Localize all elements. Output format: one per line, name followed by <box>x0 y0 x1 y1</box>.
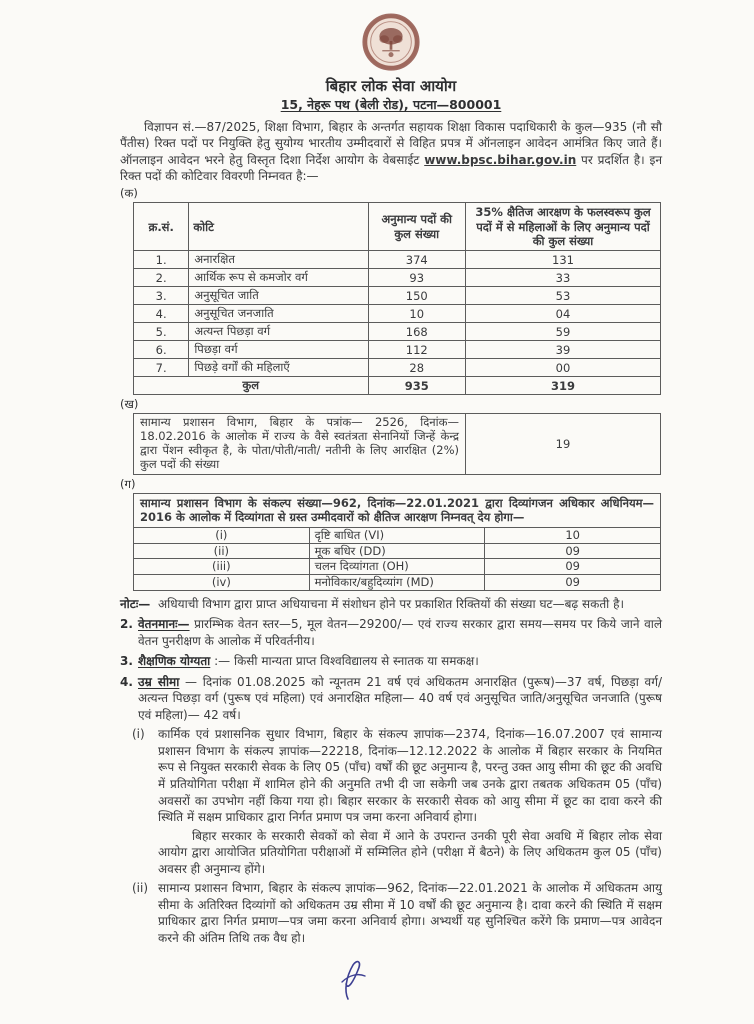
table-row <box>134 559 661 575</box>
document-header <box>120 12 662 113</box>
signature-mark <box>332 957 376 1003</box>
header-total-posts: अनुमान्य पदों की कुल संख्या <box>368 203 465 251</box>
cell-category: आर्थिक रूप से कमजोर वर्ग <box>189 269 368 287</box>
item-body <box>138 653 662 670</box>
item-body <box>138 674 662 724</box>
table-row <box>134 359 661 377</box>
bpsc-website-link[interactable]: www.bpsc.bihar.gov.in <box>424 152 577 167</box>
cell-disability-type: चलन दिव्यांगता (OH) <box>309 559 485 575</box>
cell-women: 00 <box>465 359 660 377</box>
pay-scale-label: वेतनमानः— <box>138 617 190 632</box>
freedom-fighter-description: सामान्य प्रशासन विभाग, बिहार के पत्रांक— 2526, दिनांक— 18.02.2016 के आलोक में राज्य के वैसे स्वतंत्रता सेनानियों जिन्हें केन्द्र द्वारा पेंशन स्वीकृत है, के पोता/पोती/नाती/ नतीनी के लिए आरक्षित (2%) कुल पदों की संख्या <box>134 414 466 474</box>
table-row <box>134 305 661 323</box>
age-relaxation-govt-servant <box>120 726 662 877</box>
bpsc-seal-icon <box>360 12 422 74</box>
sub-item-marker: (i) <box>132 727 145 742</box>
advertisement-paragraph <box>120 119 662 184</box>
intro-text-after: पर प्रदर्शित है। इन रिक्त पदों की कोटिवार विवरणी निम्नवत है:— <box>120 152 662 183</box>
note-label: नोटः— <box>120 596 151 611</box>
cell-posts: 28 <box>368 359 465 377</box>
cell-category: पिछड़े वर्गों की महिलाएँ <box>189 359 368 377</box>
item-number: 4. <box>120 674 133 689</box>
org-name: बिहार लोक सेवा आयोग <box>325 77 457 95</box>
cell-women: 04 <box>465 305 660 323</box>
item-body <box>138 616 662 649</box>
cell-marker: (ii) <box>134 543 310 559</box>
cell-serial: 4. <box>134 305 189 323</box>
cell-posts: 374 <box>368 251 465 269</box>
sub-i-continuation: बिहार सरकार के सरकारी सेवकों को सेवा में आने के उपरान्त उनकी पूरी सेवा अवधि में बिहार लोक सेवा आयोग द्वारा आयोजित प्रतियोगिता परीक्षाओं में सम्मिलित होने (परीक्षा में बैठने) के लिए अधिकतम कुल 05 (पाँच) अवसर ही अनुमान्य होंगे। <box>158 828 662 876</box>
pay-scale-text: प्रारम्भिक वेतन स्तर—5, मूल वेतन—29200/— एवं राज्य सरकार द्वारा समय—समय पर किये जाने वाले वेतन पुनरीक्षण के आलोक में परिवर्तनीय। <box>138 617 662 648</box>
age-relaxation-disabled <box>120 880 662 946</box>
header-category: कोटि <box>189 203 368 251</box>
vacancy-table <box>133 202 661 395</box>
sub-ii-text: सामान्य प्रशासन विभाग, बिहार के संकल्प ज्ञापांक—962, दिनांक—22.01.2021 के आलोक में अधिकतम आयु सीमा के अतिरिक्त दिव्यांगों को अधिकतम उम्र सीमा में 10 वर्षों की छूट अनुमान्य है। दावा करने की स्थिति में सक्षम प्राधिकार द्वारा निर्गत प्रमाण—पत्र जमा करना अनिवार्य होगा। अभ्यर्थी यह सुनिश्चित करेंगे कि प्रमाण—पत्र आवेदन करने की अंतिम तिथि तक वैध हो। <box>158 881 662 945</box>
cell-women: 131 <box>465 251 660 269</box>
disability-reservation-table <box>133 493 661 591</box>
cell-serial: 7. <box>134 359 189 377</box>
cell-serial: 1. <box>134 251 189 269</box>
table-row <box>134 269 661 287</box>
cell-posts: 112 <box>368 341 465 359</box>
header-women-posts: 35% क्षैतिज आरक्षण के फलस्वरूप कुल पदों में से महिलाओं के लिए अनुमान्य पदों की कुल संख्या <box>465 203 660 251</box>
pay-scale-item <box>120 616 662 649</box>
table-row <box>134 414 661 474</box>
sub-item-marker: (ii) <box>132 881 149 896</box>
table-row <box>134 574 661 590</box>
cell-posts: 93 <box>368 269 465 287</box>
cell-disability-type: मनोविकार/बहुदिव्यांग (MD) <box>309 574 485 590</box>
section-b-label: (ख) <box>120 397 139 412</box>
freedom-fighter-count: 19 <box>466 414 661 474</box>
cell-percentage: 09 <box>485 543 661 559</box>
cell-category: अनुसूचित जाति <box>189 287 368 305</box>
age-limit-label: उम्र सीमा <box>138 674 180 689</box>
vacancy-table-header-row <box>134 203 661 251</box>
cell-posts: 150 <box>368 287 465 305</box>
table-row <box>134 323 661 341</box>
table-row <box>134 528 661 544</box>
table-row <box>134 251 661 269</box>
cell-disability-type: मूक बधिर (DD) <box>309 543 485 559</box>
cell-percentage: 09 <box>485 559 661 575</box>
section-c-label: (ग) <box>120 476 136 491</box>
disability-table-intro: सामान्य प्रशासन विभाग के संकल्प संख्या—962, दिनांक—22.01.2021 द्वारा दिव्यांगजन अधिकार अधिनियम— 2016 के आलोक में दिव्यांगता से ग्रस्त उम्मीदवारों को क्षैतिज आरक्षण निम्नवत् देय होगा— <box>134 493 661 527</box>
item-number: 3. <box>120 654 133 669</box>
total-posts: 935 <box>368 377 465 395</box>
cell-percentage: 10 <box>485 528 661 544</box>
cell-posts: 168 <box>368 323 465 341</box>
cell-serial: 2. <box>134 269 189 287</box>
note-text: अधियाची विभाग द्वारा प्राप्त अधियाचना में संशोधन होने पर प्रकाशित रिक्तियों की संख्या घट—बढ़ सकती है। <box>158 596 625 611</box>
note <box>120 596 662 613</box>
header-serial: क्र.सं. <box>134 203 189 251</box>
cell-posts: 10 <box>368 305 465 323</box>
total-row <box>134 377 661 395</box>
cell-women: 39 <box>465 341 660 359</box>
cell-marker: (iv) <box>134 574 310 590</box>
qualification-item <box>120 653 662 670</box>
cell-serial: 5. <box>134 323 189 341</box>
cell-category: पिछड़ा वर्ग <box>189 341 368 359</box>
freedom-fighter-table <box>133 413 661 474</box>
table-row <box>134 543 661 559</box>
qualification-text: :— किसी मान्यता प्राप्त विश्वविद्यालय से स्नातक या समकक्ष। <box>210 654 479 669</box>
item-number: 2. <box>120 617 133 632</box>
section-a-label: (क) <box>120 186 138 201</box>
intro-text-before: विज्ञापन सं.—87/2025, शिक्षा विभाग, बिहार के अन्तर्गत सहायक शिक्षा विकास पदाधिकारी के कुल—935 (नौ सौ पैंतीस) रिक्त पदों पर नियुक्ति हेतु सुयोग्य भारतीय उम्मीदवारों से विहित प्रपत्र में ऑनलाइन आवेदन आमंत्रित किए जाते हैं। ऑनलाइन आवेदन भरने हेतु विस्तृत दिशा निर्देश आयोग के वेबसाईट <box>120 120 662 167</box>
total-women: 319 <box>465 377 660 395</box>
qualification-label: शैक्षणिक योग्यता <box>138 654 211 669</box>
cell-marker: (i) <box>134 528 310 544</box>
sub-item-body <box>158 726 662 877</box>
age-limit-text: — दिनांक 01.08.2025 को न्यूनतम 21 वर्ष एवं अधिकतम अनारक्षित (पुरूष)—37 वर्ष, पिछड़ा वर्ग/ अत्यन्त पिछड़ा वर्ग (पुरूष एवं महिला) एवं अनारक्षित महिला— 40 वर्ष एवं अनुसूचित जाति/अनुसूचित जनजाति (पुरूष एवं महिला)— 42 वर्ष। <box>138 674 662 722</box>
cell-category: अनुसूचित जनजाति <box>189 305 368 323</box>
sub-i-text: कार्मिक एवं प्रशासनिक सुधार विभाग, बिहार के संकल्प ज्ञापांक—2374, दिनांक—16.07.2007 एवं सामान्य प्रशासन विभाग के संकल्प ज्ञापांक—22218, दिनांक—12.12.2022 के आलोक में बिहार सरकार के नियमित रूप से नियुक्त सरकारी सेवक के लिए 05 (पाँच) वर्षों की छूट अनुमान्य है, परन्तु उक्त आयु सीमा की छूट की अवधि में प्रतियोगिता परीक्षा में शामिल होने की अनुमति तभी दी जा सकेगी जब उनके द्वारा तबतक अधिकतम 05 (पाँच) अवसरों का उपभोग नहीं किया गया हो। बिहार सरकार के सरकारी सेवक को आयु सीमा में छूट का दावा करने की स्थिति में सक्षम प्राधिकार द्वारा निर्गत प्रमाण पत्र जमा करना अनिवार्य होगा। <box>158 727 662 825</box>
cell-women: 53 <box>465 287 660 305</box>
table-row <box>134 287 661 305</box>
cell-serial: 3. <box>134 287 189 305</box>
table-row <box>134 493 661 527</box>
cell-marker: (iii) <box>134 559 310 575</box>
org-address: 15, नेहरू पथ (बेली रोड), पटना—800001 <box>280 97 502 112</box>
cell-serial: 6. <box>134 341 189 359</box>
table-row <box>134 341 661 359</box>
cell-category: अनारक्षित <box>189 251 368 269</box>
cell-women: 33 <box>465 269 660 287</box>
cell-percentage: 09 <box>485 574 661 590</box>
age-limit-item <box>120 674 662 724</box>
cell-women: 59 <box>465 323 660 341</box>
cell-disability-type: दृष्टि बाधित (VI) <box>309 528 485 544</box>
total-label: कुल <box>134 377 369 395</box>
cell-category: अत्यन्त पिछड़ा वर्ग <box>189 323 368 341</box>
